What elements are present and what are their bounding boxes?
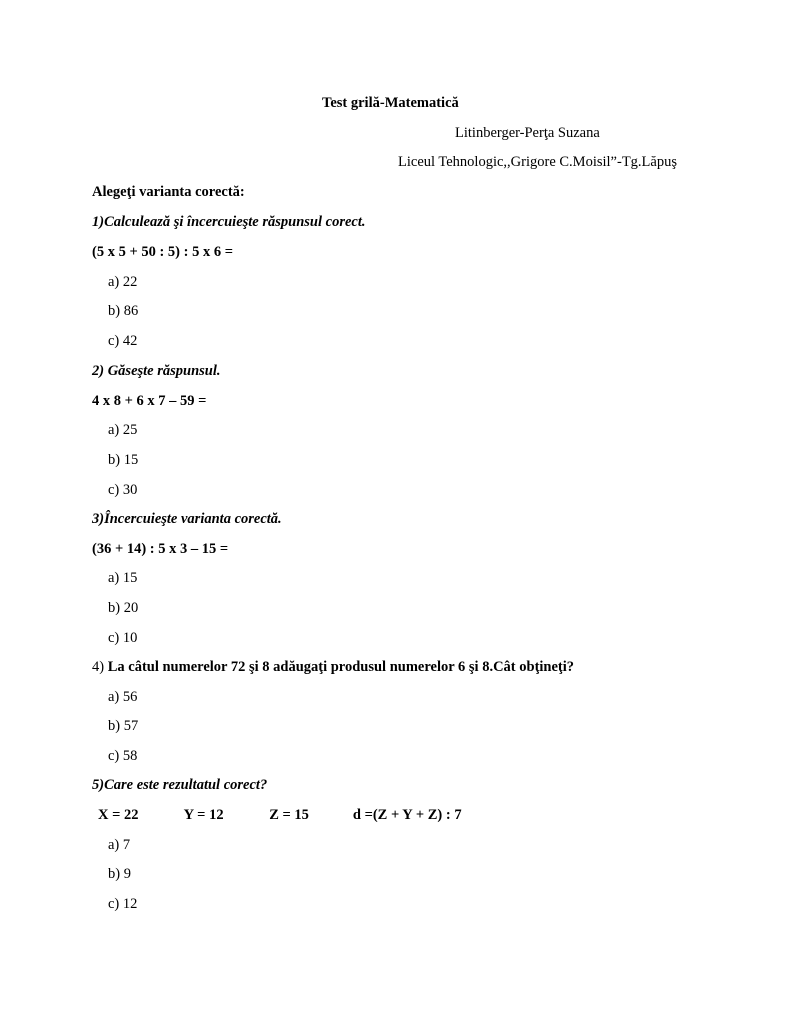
question-1-expression: (5 x 5 + 50 : 5) : 5 x 6 = [92, 244, 233, 260]
question-3-option-b[interactable]: b) 20 [108, 600, 139, 616]
question-4-option-c[interactable]: c) 58 [108, 748, 138, 764]
author-name: Litinberger-Perţa Suzana [455, 125, 600, 141]
question-5-option-c[interactable]: c) 12 [108, 896, 138, 912]
question-4-option-b[interactable]: b) 57 [108, 718, 139, 734]
question-2-option-b[interactable]: b) 15 [108, 452, 139, 468]
question-3-option-c[interactable]: c) 10 [108, 630, 138, 646]
formula-d: d =(Z + Y + Z) : 7 [352, 807, 462, 823]
question-2-option-a[interactable]: a) 25 [108, 422, 138, 438]
question-3-prompt: 3)Încercuieşte varianta corectă. [92, 511, 282, 527]
question-3-expression: (36 + 14) : 5 x 3 – 15 = [92, 541, 229, 557]
question-5-prompt: 5)Care este rezultatul corect? [92, 777, 268, 793]
question-4-prompt-line [92, 658, 574, 676]
variable-x: X = 22 [98, 807, 139, 823]
question-2-prompt: 2) Găseşte răspunsul. [92, 363, 221, 379]
question-1-option-b[interactable]: b) 86 [108, 303, 139, 319]
question-5-option-b[interactable]: b) 9 [108, 866, 131, 882]
question-1-option-c[interactable]: c) 42 [108, 333, 138, 349]
school-name: Liceul Tehnologic,,Grigore C.Moisil”-Tg.Lăpuş [398, 154, 677, 170]
question-2-expression: 4 x 8 + 6 x 7 – 59 = [92, 393, 207, 409]
question-4-number: 4) [92, 659, 105, 675]
question-5-option-a[interactable]: a) 7 [108, 837, 131, 853]
variable-y: Y = 12 [183, 807, 224, 823]
question-4-prompt: La câtul numerelor 72 şi 8 adăugaţi produsul numerelor 6 şi 8.Cât obţineţi? [107, 659, 575, 675]
question-1-prompt: 1)Calculează şi încercuieşte răspunsul corect. [92, 214, 366, 230]
question-2-option-c[interactable]: c) 30 [108, 482, 138, 498]
question-1-option-a[interactable]: a) 22 [108, 274, 138, 290]
question-4-option-a[interactable]: a) 56 [108, 689, 138, 705]
page-title: Test grilă-Matematică [322, 95, 459, 111]
question-3-option-a[interactable]: a) 15 [108, 570, 138, 586]
question-5-variables [98, 806, 462, 824]
variable-z: Z = 15 [269, 807, 309, 823]
instruction-text: Alegeţi varianta corectă: [92, 184, 245, 200]
